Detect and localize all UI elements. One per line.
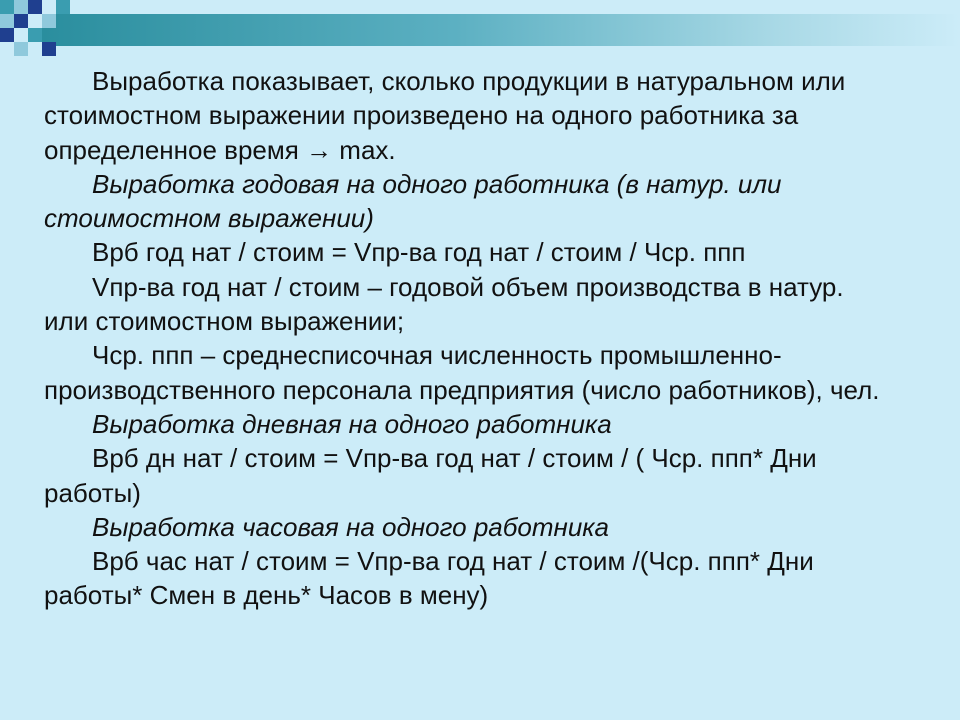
subheading-line: стоимостном выражении): [44, 203, 374, 234]
formula-line: работы): [44, 477, 141, 508]
formula-line: работы* Смен в день* Часов в мену): [44, 580, 489, 611]
title-bar-decoration: [42, 14, 960, 46]
text-line: или стоимостном выражении;: [44, 306, 405, 337]
subheading-line: Выработка годовая на одного работника (в натур. или: [92, 168, 782, 199]
text-line: Чср. ппп – среднесписочная численность промышленно-: [92, 340, 782, 371]
text-line: определенное время → max.: [44, 134, 396, 165]
text-line: Vпр-ва год нат / стоим – годовой объем производства в натур.: [92, 271, 844, 302]
slide-body: [44, 64, 944, 613]
subheading-line: Выработка дневная на одного работника: [92, 408, 612, 439]
text-line: производственного персонала предприятия (число работников), чел.: [44, 374, 880, 405]
formula-line: Врб час нат / стоим = Vпр-ва год нат / стоим /(Чср. ппп* Дни: [92, 546, 814, 577]
formula-line: Врб год нат / стоим = Vпр-ва год нат / стоим / Чср. ппп: [92, 237, 746, 268]
text-line: Выработка показывает, сколько продукции в натуральном или: [92, 66, 846, 96]
formula-line: Врб дн нат / стоим = Vпр-ва год нат / стоим / ( Чср. ппп* Дни: [92, 443, 817, 474]
text-line: стоимостном выражении произведено на одного работника за: [44, 100, 799, 131]
subheading-line: Выработка часовая на одного работника: [92, 511, 610, 542]
